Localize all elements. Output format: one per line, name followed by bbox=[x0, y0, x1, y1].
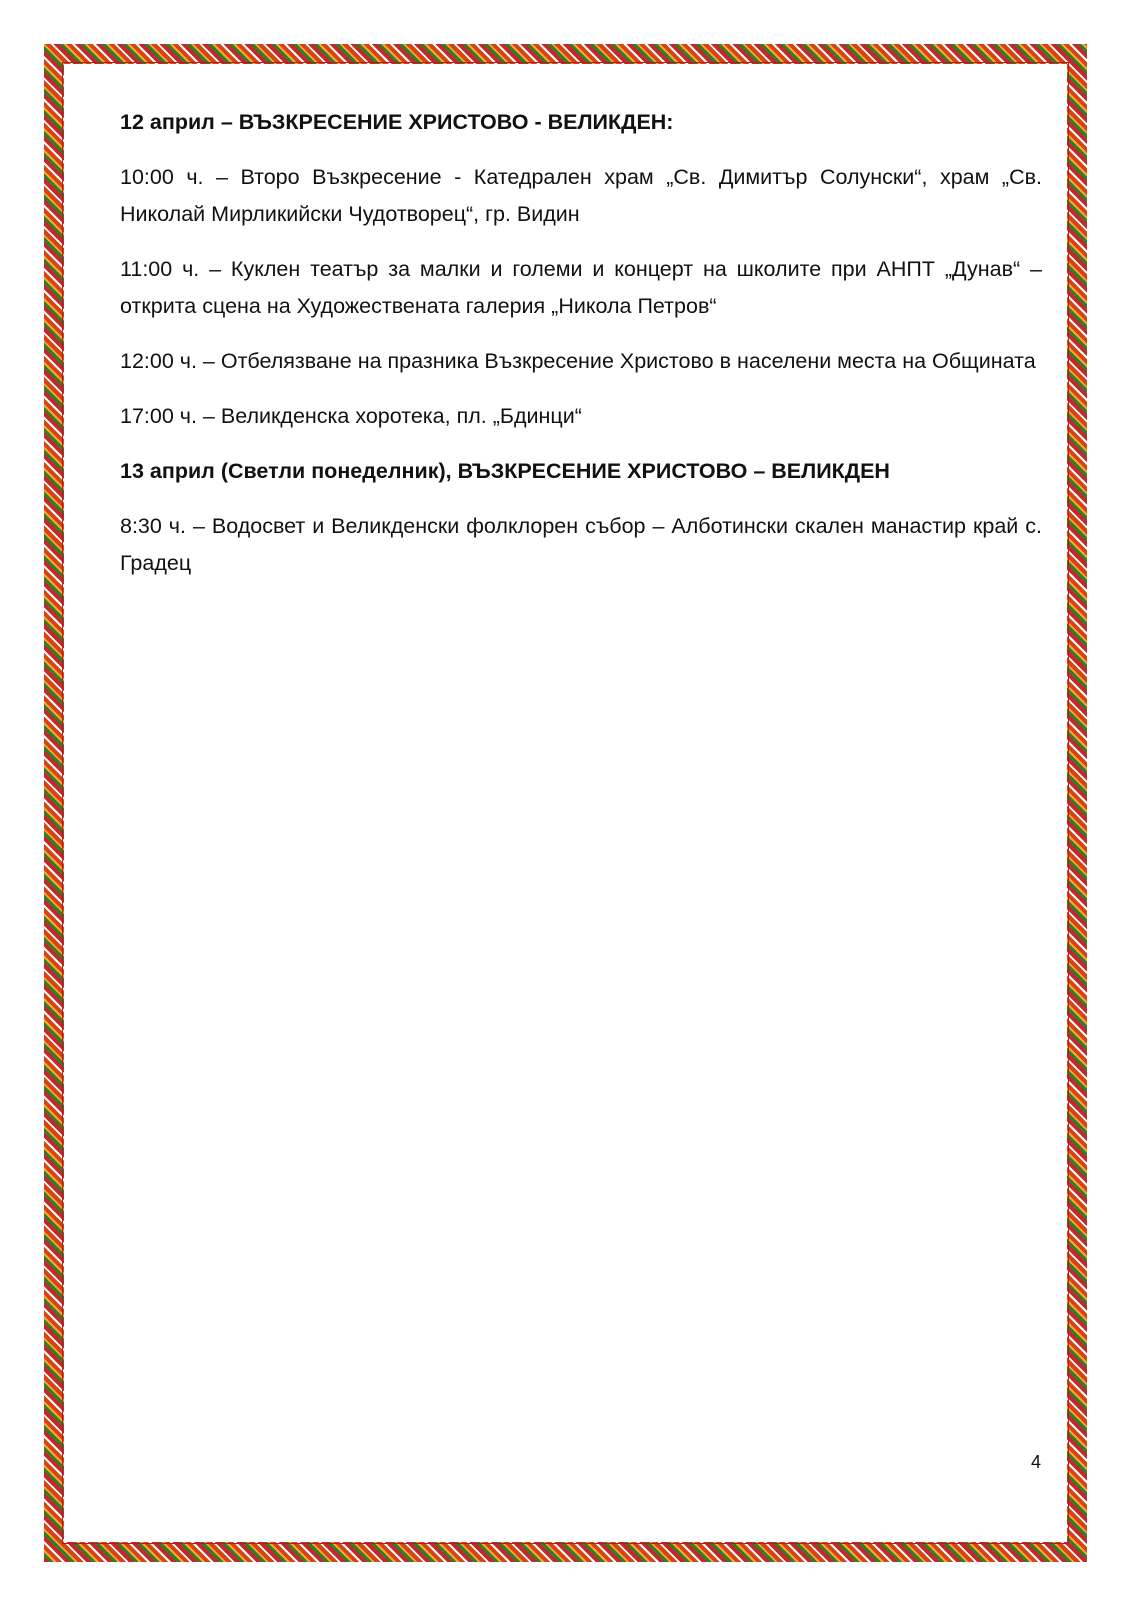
document-body bbox=[120, 104, 1042, 600]
schedule-item: 10:00 ч. – Второ Възкресение - Катедрален храм „Св. Димитър Солунски“, храм „Св. Николай Мирликийски Чудотворец“, гр. Видин bbox=[120, 165, 1042, 226]
section-heading-april-12: 12 април – ВЪЗКРЕСЕНИЕ ХРИСТОВО - ВЕЛИКДЕН: bbox=[120, 110, 674, 134]
schedule-item: 12:00 ч. – Отбелязване на празника Възкресение Христово в населени места на Общината bbox=[120, 349, 1036, 373]
section-heading-april-13: 13 април (Светли понеделник), ВЪЗКРЕСЕНИЕ ХРИСТОВО – ВЕЛИКДЕН bbox=[120, 459, 890, 483]
schedule-item: 17:00 ч. – Великденска хоротека, пл. „Бдинци“ bbox=[120, 404, 582, 428]
schedule-item: 8:30 ч. – Водосвет и Великденски фолклорен събор – Алботински скален манастир край с. Градец bbox=[120, 514, 1042, 575]
schedule-item: 11:00 ч. – Куклен театър за малки и големи и концерт на школите при АНПТ „Дунав“ – открита сцена на Художествената галерия „Никола Петров“ bbox=[120, 257, 1042, 318]
page-number: 4 bbox=[1030, 1452, 1041, 1472]
